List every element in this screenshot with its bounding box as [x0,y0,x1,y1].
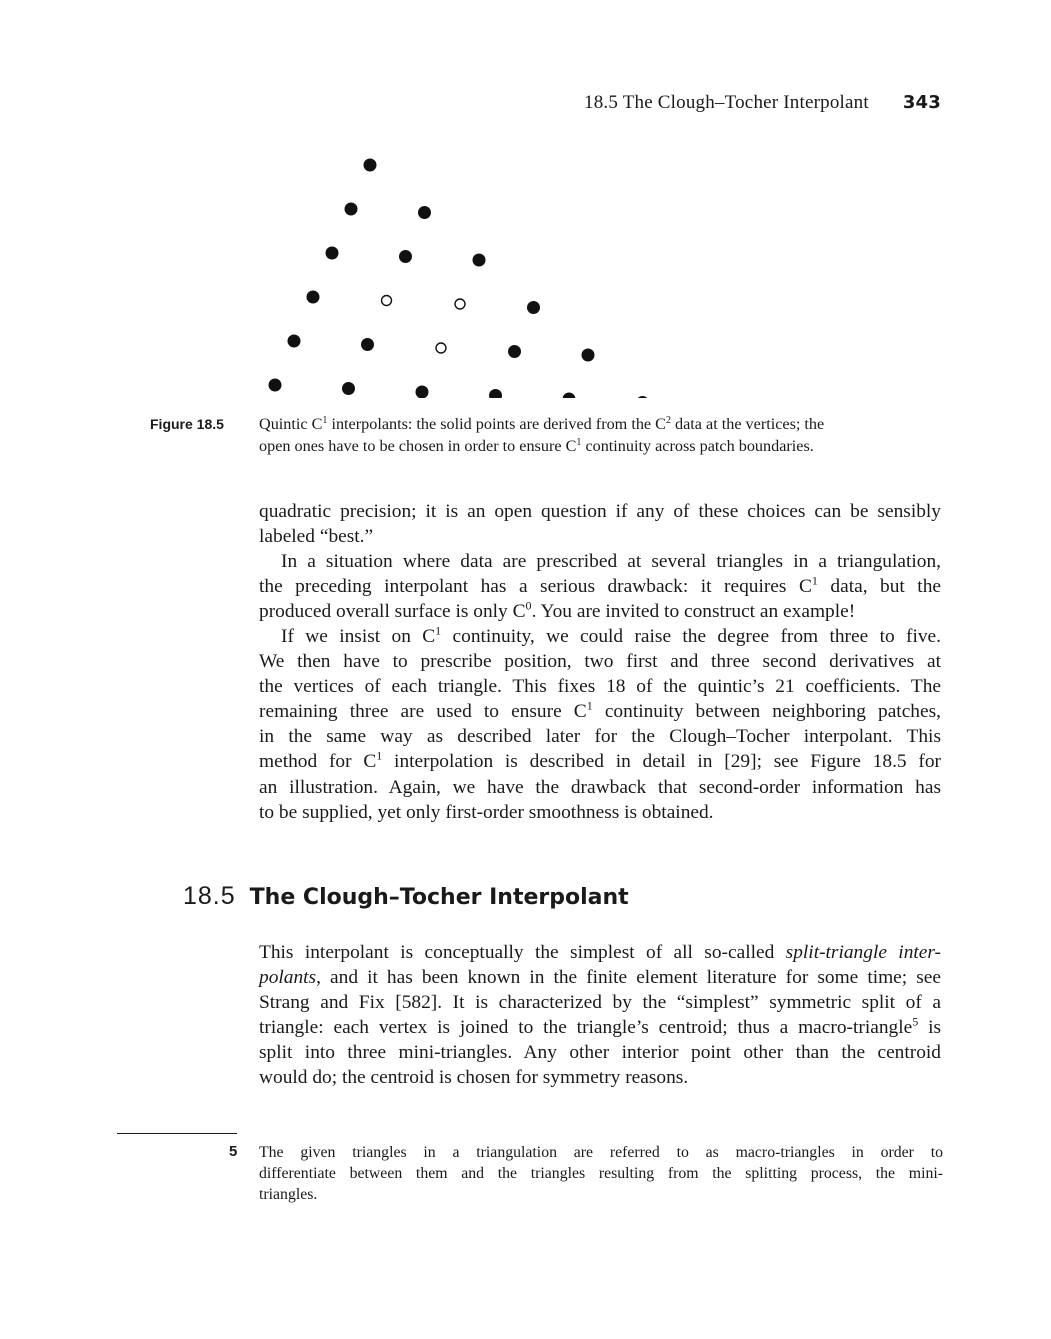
text-line: triangle: each vertex is joined to the triangle’s centroid; thus a macro-triangle$^5$ is [259,1014,941,1039]
running-title: 18.5 The Clough–Tocher Interpolant [584,92,869,113]
control-point-diagram [255,148,675,398]
section-number: 18.5 [183,882,236,910]
solid-control-point [473,254,486,267]
solid-control-point [489,389,502,398]
solid-control-point [399,250,412,263]
paragraph-drawback [259,549,941,624]
text-line: split into three mini-triangles. Any other interior point other than the centroid [259,1042,941,1064]
solid-control-point [563,393,576,399]
text-line: polants, and it has been known in the finite element literature for some time; see [259,967,941,989]
solid-control-point [269,379,282,392]
text-line: the vertices of each triangle. This fixes 18 of the quintic’s 21 coefficients. The [259,676,941,698]
footnote-rule [117,1133,237,1134]
caption-line: open ones have to be chosen in order to ensure $C^1$ continuity across patch boundaries. [259,436,814,455]
text-line: labeled “best.” [259,526,374,548]
text-line: an illustration. Again, we have the drawback that second-order information has [259,776,941,798]
paragraph-quadratic-precision [259,499,941,549]
open-control-point [455,299,465,309]
solid-control-point [527,301,540,314]
solid-control-point [288,335,301,348]
text-line: in the same way as described later for the Clough–Tocher interpolant. This [259,726,941,748]
solid-control-point [364,159,377,172]
solid-control-point [418,206,431,219]
solid-control-point [636,396,649,398]
solid-control-point [307,291,320,304]
solid-control-point [345,203,358,216]
solid-control-point [342,382,355,395]
text-line: The given triangles in a triangulation are referred to as macro-triangles in order to [259,1144,943,1161]
solid-control-point [326,247,339,260]
section-title: The Clough–Tocher Interpolant [249,885,629,910]
solid-control-point [416,386,429,399]
text-line: If we insist on $C^1$ continuity, we could raise the degree from three to five. [281,623,941,647]
text-line: quadratic precision; it is an open question if any of these choices can be sensibly [259,501,941,522]
caption-line: Quintic $C^1$ interpolants: the solid points are derived from the $C^2$ data at the vertices; the [259,414,825,433]
text-line: remaining three are used to ensure $C^1$ continuity between neighboring patches, [259,698,941,723]
footnote-number: 5 [229,1143,238,1160]
paragraph-clough-tocher [259,940,941,1091]
page-number: 343 [902,92,941,113]
text-line: produced overall surface is only $C^0$. You are invited to construct an example! [259,598,856,623]
footnote-text [259,1142,943,1205]
figure-18-5 [255,148,675,398]
text-line: to be supplied, yet only first-order smoothness is obtained. [259,801,714,823]
text-line: We then have to prescribe position, two first and three second derivatives at [259,651,941,673]
paragraph-quintic [259,624,941,825]
open-control-point [382,296,392,306]
section-heading [183,882,629,911]
open-control-point [436,343,446,353]
text-line: In a situation where data are prescribed at several triangles in a triangulation, [281,551,941,572]
text-line: triangles. [259,1186,318,1203]
text-line: differentiate between them and the triangles resulting from the splitting process, the mini- [259,1165,943,1182]
text-line: method for $C^1$ interpolation is described in detail in [29]; see Figure 18.5 for [259,749,941,773]
text-line: the preceding interpolant has a serious drawback: it requires $C^1$ data, but the [259,573,941,598]
text-line: would do; the centroid is chosen for symmetry reasons. [259,1067,689,1089]
solid-control-point [508,345,521,358]
running-head [584,92,941,114]
solid-control-point [582,349,595,362]
text-line: This interpolant is conceptually the simplest of all so-called split-triangle inter- [259,942,941,963]
figure-caption [259,414,947,457]
figure-label: Figure 18.5 [150,416,224,432]
text-line: Strang and Fix [582]. It is characterized by the “simplest” symmetric split of a [259,992,941,1014]
solid-control-point [361,338,374,351]
